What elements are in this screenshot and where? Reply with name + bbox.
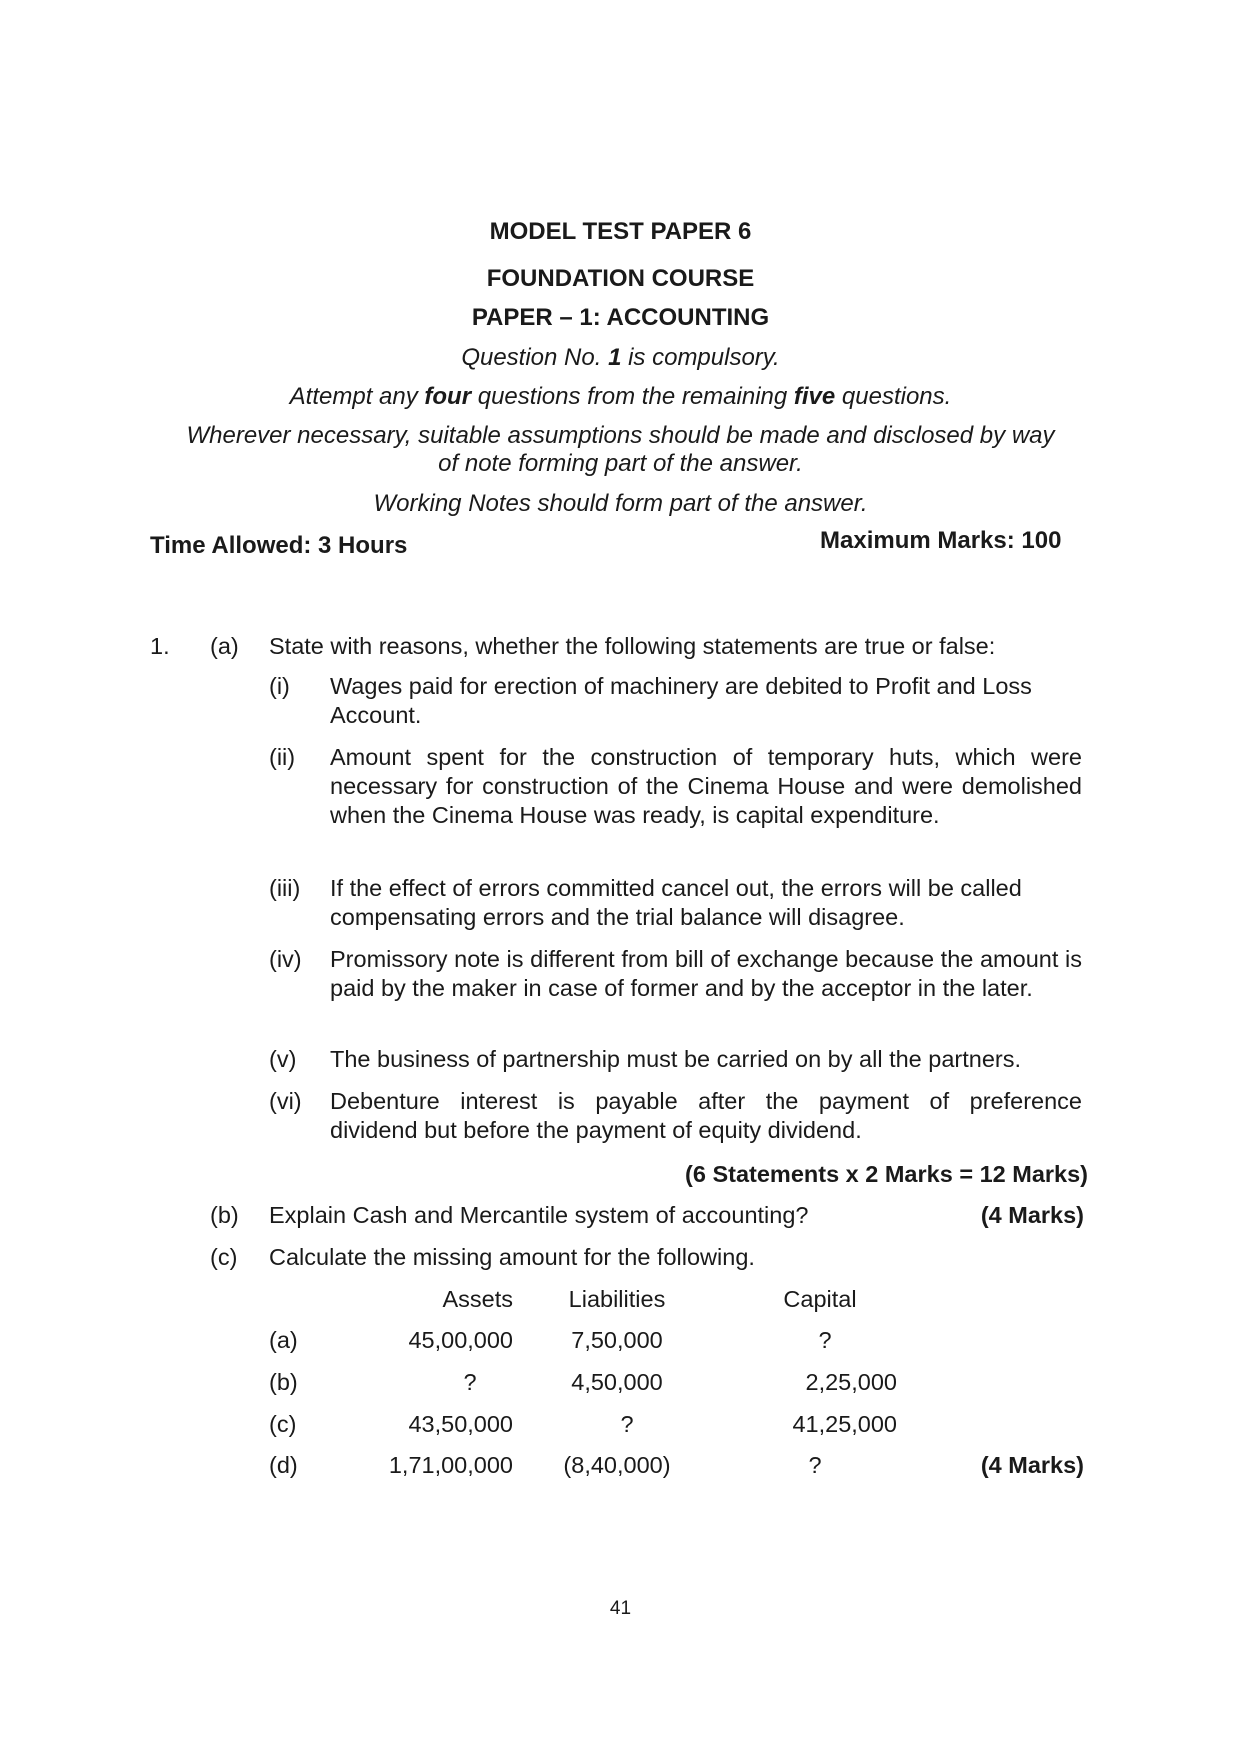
part-a-marks: (6 Statements x 2 Marks = 12 Marks): [685, 1161, 1088, 1187]
statement-i-line1: Wages paid for erection of machinery are debited to Profit and Loss: [330, 673, 1032, 699]
column-header-assets: Assets: [442, 1286, 513, 1312]
table-row-label: (b): [269, 1369, 298, 1395]
table-cell-assets: 1,71,00,000: [388, 1452, 513, 1478]
table-cell-assets: 43,50,000: [408, 1411, 513, 1437]
part-a-label: (a): [210, 633, 239, 659]
table-row-label: (c): [269, 1411, 297, 1437]
table-row-label: (a): [269, 1327, 298, 1353]
instruction-assumptions-line2: of note forming part of the answer.: [438, 450, 803, 477]
table-cell-liabilities: 7,50,000: [571, 1327, 663, 1353]
part-c-label: (c): [210, 1244, 238, 1270]
statement-number: (ii): [269, 744, 296, 770]
statement-iii-line1: If the effect of errors committed cancel out, the errors will be called: [330, 875, 1022, 901]
statement-number: (iii): [269, 875, 301, 901]
page-number: 41: [609, 1598, 632, 1619]
statement-vi-line2: dividend but before the payment of equity dividend.: [330, 1117, 862, 1143]
statement-iii-line2: compensating errors and the trial balance will disagree.: [330, 904, 905, 930]
table-cell-capital: ?: [808, 1452, 822, 1478]
page-title: MODEL TEST PAPER 6: [489, 218, 752, 245]
statement-number: (v): [269, 1046, 297, 1072]
column-header-capital: Capital: [783, 1286, 857, 1312]
column-header-liabilities: Liabilities: [568, 1286, 666, 1312]
part-c-marks: (4 Marks): [980, 1452, 1084, 1478]
table-cell-capital: ?: [818, 1327, 832, 1353]
statement-v-text: The business of partnership must be carried on by all the partners.: [330, 1046, 1022, 1072]
time-allowed: Time Allowed: 3 Hours: [150, 532, 408, 559]
table-cell-liabilities: (8,40,000): [563, 1452, 671, 1478]
part-a-text: State with reasons, whether the following statements are true or false:: [269, 633, 996, 659]
table-cell-assets: ?: [463, 1369, 477, 1395]
statement-i-line2: Account.: [330, 702, 422, 728]
maximum-marks: Maximum Marks: 100: [820, 527, 1062, 554]
part-c-text: Calculate the missing amount for the following.: [269, 1244, 755, 1270]
statement-iv-text: Promissory note is different from bill of exchange because the amount is paid by the maker in case of former and by the acceptor in the later.: [330, 946, 1082, 1001]
table-cell-liabilities: ?: [620, 1411, 634, 1437]
instruction-compulsory: Question No. 1 is compulsory.: [461, 344, 780, 371]
question-number: 1.: [150, 633, 170, 659]
statement-number: (vi): [269, 1088, 302, 1114]
paper-title: PAPER – 1: ACCOUNTING: [471, 304, 770, 331]
part-b-marks: (4 Marks): [980, 1202, 1084, 1228]
table-row-label: (d): [269, 1452, 298, 1478]
instruction-working-notes: Working Notes should form part of the answer.: [373, 490, 868, 517]
statement-vi-line1: Debenture interest is payable after the payment of preference: [330, 1088, 1082, 1114]
part-b-text: Explain Cash and Mercantile system of accounting?: [269, 1202, 809, 1228]
table-cell-assets: 45,00,000: [408, 1327, 513, 1353]
statement-ii-text: Amount spent for the construction of temporary huts, which were necessary for construction of the Cinema House and were demolished when the Cinema House was ready, is capital expenditure.: [330, 744, 1082, 828]
instruction-attempt: Attempt any four questions from the remaining five questions.: [289, 383, 952, 410]
table-cell-liabilities: 4,50,000: [571, 1369, 663, 1395]
course-title: FOUNDATION COURSE: [486, 265, 755, 292]
instruction-assumptions-line1: Wherever necessary, suitable assumptions should be made and disclosed by way: [186, 422, 1055, 449]
table-cell-capital: 41,25,000: [792, 1411, 897, 1437]
part-b-label: (b): [210, 1202, 239, 1228]
table-cell-capital: 2,25,000: [805, 1369, 897, 1395]
statement-number: (iv): [269, 946, 302, 972]
statement-number: (i): [269, 673, 290, 699]
